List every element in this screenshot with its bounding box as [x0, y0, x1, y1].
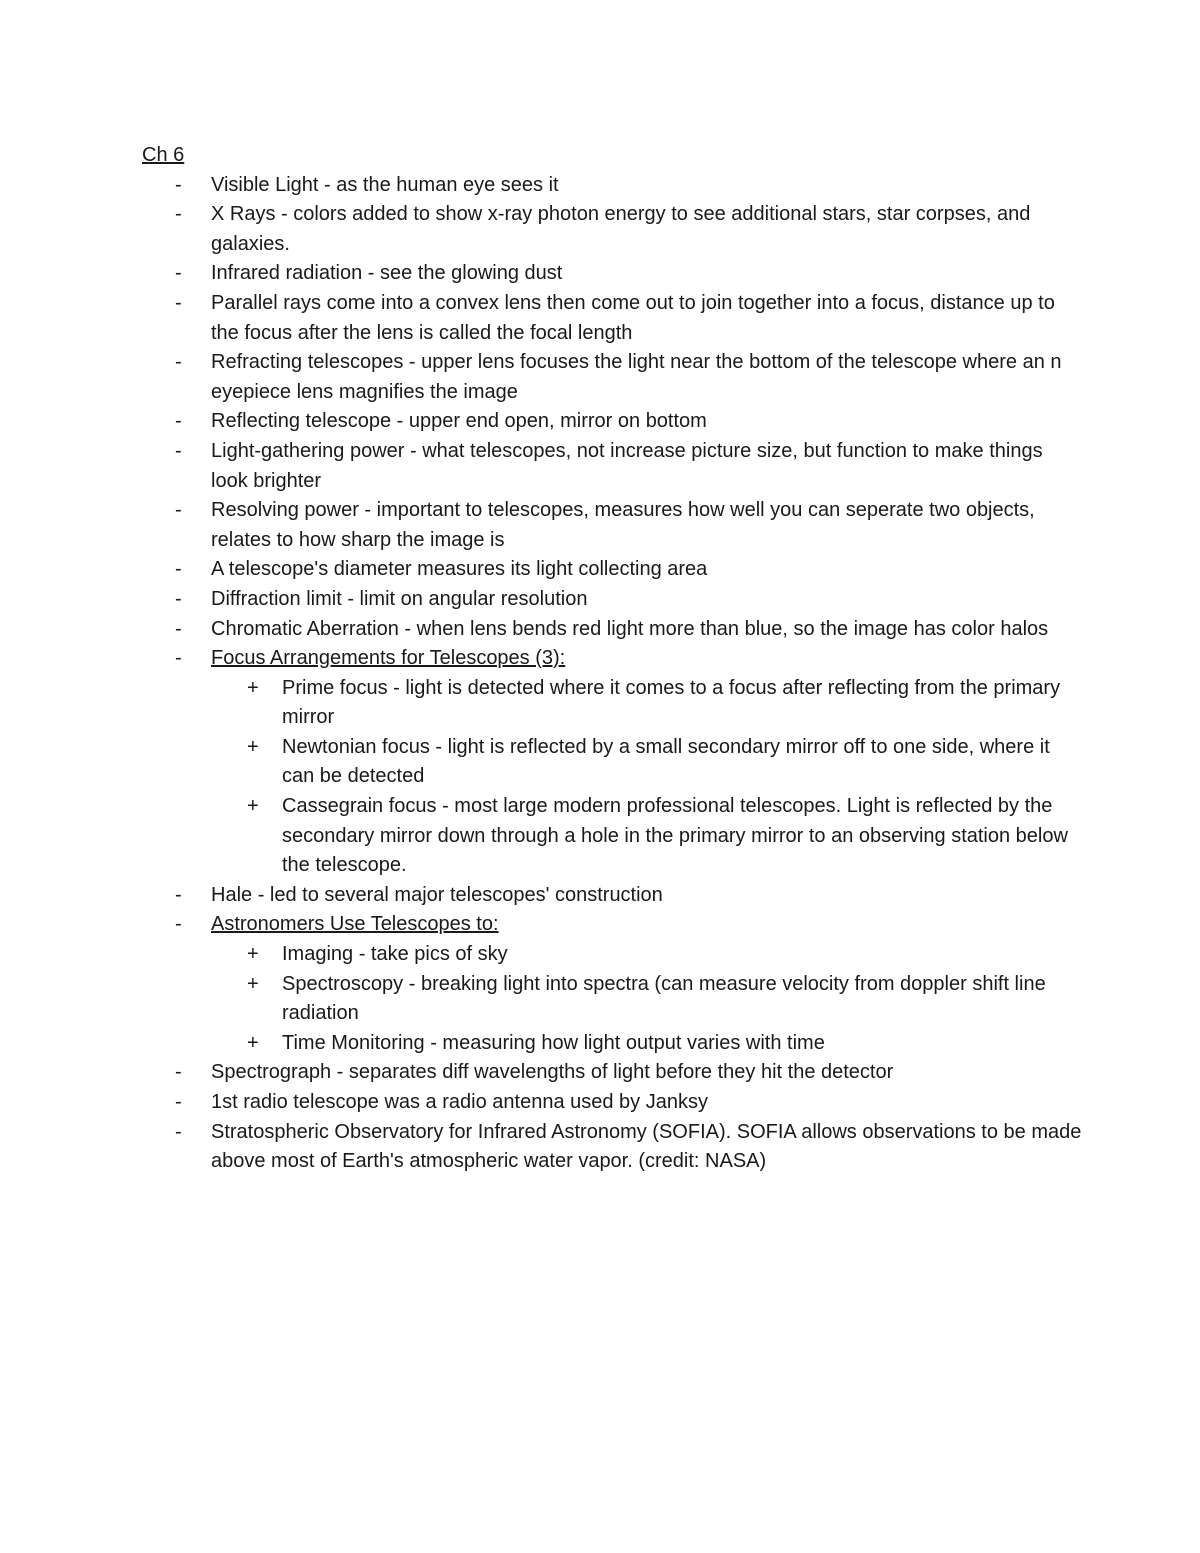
list-item [142, 200, 1082, 259]
item-text: Chromatic Aberration - when lens bends red light more than blue, so the image has color halos [211, 617, 1049, 640]
sub-list-item [211, 733, 1082, 792]
sub-item-text: Cassegrain focus - most large modern professional telescopes. Light is reflected by the secondary mirror down through a hole in the primary mirror to an observing station below the telescope. [282, 795, 1068, 877]
item-text: X Rays - colors added to show x-ray photon energy to see additional stars, star corpses, and galaxies. [211, 203, 1031, 255]
item-text: 1st radio telescope was a radio antenna used by Janksy [211, 1091, 708, 1113]
sub-list-item [211, 970, 1082, 1029]
list-item [142, 348, 1082, 407]
plus-marker: + [247, 795, 259, 818]
sub-list [211, 674, 1082, 881]
plus-marker: + [247, 735, 259, 758]
item-text: Hale - led to several major telescopes' construction [211, 883, 663, 906]
plus-marker: + [247, 1031, 259, 1054]
dash-marker: - [175, 883, 182, 906]
plus-marker: + [247, 943, 259, 966]
dash-marker: - [175, 410, 182, 433]
sub-list-item [211, 1029, 1082, 1059]
dash-marker: - [175, 913, 182, 936]
item-text: Spectrograph - separates diff wavelengths of light before they hit the detector [211, 1061, 894, 1084]
dash-marker: - [175, 1120, 182, 1143]
list-item [142, 496, 1082, 555]
list-item [142, 407, 1082, 437]
dash-marker: - [175, 351, 182, 374]
dash-marker: - [175, 173, 182, 196]
sub-item-text: Spectroscopy - breaking light into spectra (can measure velocity from doppler shift line radiation [282, 972, 1046, 1025]
dash-marker: - [175, 617, 182, 640]
dash-marker: - [175, 647, 182, 670]
dash-marker: - [175, 1061, 182, 1084]
sub-list [211, 940, 1082, 1058]
list-item-astronomers-use [142, 910, 1082, 1058]
item-text: Stratospheric Observatory for Infrared Astronomy (SOFIA). SOFIA allows observations to be made above most of Earth's atmospheric water vapor. (credit: NASA) [211, 1120, 1082, 1173]
list-item [142, 615, 1082, 645]
list-item [142, 1058, 1082, 1088]
list-item [142, 171, 1082, 201]
dash-marker: - [175, 587, 182, 610]
list-item [142, 1118, 1082, 1177]
section-subheading: Astronomers Use Telescopes to: [211, 913, 499, 936]
dash-marker: - [175, 439, 182, 462]
dash-marker: - [175, 262, 182, 285]
sub-item-text: Newtonian focus - light is reflected by a small secondary mirror off to one side, where it can be detected [282, 735, 1050, 788]
chapter-heading: Ch 6 [142, 144, 185, 166]
dash-marker: - [175, 203, 182, 226]
plus-marker: + [247, 972, 259, 995]
dash-marker: - [175, 499, 182, 522]
item-text: Infrared radiation - see the glowing dust [211, 262, 563, 285]
sub-item-text: Time Monitoring - measuring how light output varies with time [282, 1031, 825, 1054]
list-item [142, 555, 1082, 585]
sub-list-item [211, 792, 1082, 881]
sub-list-item [211, 674, 1082, 733]
item-text: Diffraction limit - limit on angular resolution [211, 587, 588, 610]
notes-content [142, 141, 1082, 1177]
dash-marker: - [175, 558, 182, 581]
sub-item-text: Prime focus - light is detected where it comes to a focus after reflecting from the primary mirror [282, 676, 1061, 729]
list-item-focus-arrangements [142, 644, 1082, 881]
sub-list-item [211, 940, 1082, 970]
item-text: Visible Light - as the human eye sees it [211, 173, 559, 196]
list-item [142, 289, 1082, 348]
item-text: A telescope's diameter measures its light collecting area [211, 558, 708, 581]
item-text: Parallel rays come into a convex lens then come out to join together into a focus, distance up to the focus after the lens is called the focal length [211, 291, 1055, 344]
sub-item-text: Imaging - take pics of sky [282, 943, 508, 966]
dash-marker: - [175, 291, 182, 314]
list-item [142, 259, 1082, 289]
item-text: Light-gathering power - what telescopes, not increase picture size, but function to make things look brighter [211, 439, 1043, 492]
list-item [142, 1088, 1082, 1118]
notes-list [142, 171, 1082, 1177]
item-text: Resolving power - important to telescopes, measures how well you can seperate two objects, relates to how sharp the image is [211, 499, 1035, 551]
list-item [142, 585, 1082, 615]
item-text: Reflecting telescope - upper end open, mirror on bottom [211, 410, 707, 433]
dash-marker: - [175, 1091, 182, 1113]
list-item [142, 881, 1082, 911]
section-subheading: Focus Arrangements for Telescopes (3): [211, 647, 566, 670]
item-text: Refracting telescopes - upper lens focuses the light near the bottom of the telescope where an n eyepiece lens magnifies the image [211, 351, 1062, 403]
list-item [142, 437, 1082, 496]
plus-marker: + [247, 676, 259, 699]
